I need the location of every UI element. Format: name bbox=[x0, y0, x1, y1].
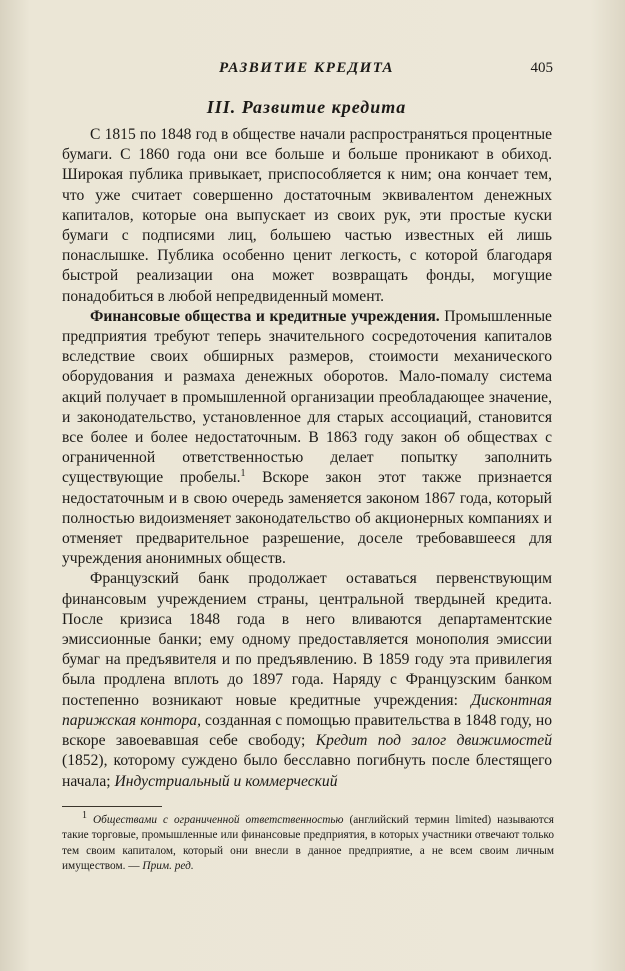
footnote-body: (английский термин limited) называются такие торговые, промышленные или финансовые предприятия, в которых участники отвечают только тем своим капиталом, который они внесли в данное предприятие, а не всем своим личным имуществом. — bbox=[62, 814, 555, 873]
paragraph-2-lead: Финансовые общества и кредитные учреждения. bbox=[90, 307, 440, 325]
running-title: РАЗВИТИЕ КРЕДИТА bbox=[218, 60, 395, 76]
footnote bbox=[62, 810, 555, 875]
paragraph-3-emphasis-3: Индустриальный и коммерческий bbox=[114, 772, 338, 790]
page-number: 405 bbox=[530, 60, 553, 76]
paragraph-3-text-c: (1852), которому суждено было бесславно погибнуть после блестящего начала; bbox=[62, 752, 552, 790]
footnote-signature: Прим. ред. bbox=[142, 860, 194, 873]
paragraph-3-text-a: Французский банк продолжает оставаться первенствующим финансовым учреждением страны, центральной твердыней кредита. После кризиса 1848 года в него вливаются департаментские эмиссионные банки; ему одному предоставляется монополия эмиссии бумаг на предъявителя и по предъявлению. В 1859 году эта привилегия была продлена вплоть до 1897 года. Наряду с Французским банком постепенно возникают новые кредитные учреждения: bbox=[62, 570, 552, 709]
paragraph-1: С 1815 по 1848 год в обществе начали распространяться процентные бумаги. С 1860 года они все больше и больше проникают в обиход. Широкая публика привыкает, приспособляется к ним; она кончает тем, что уже считает совершенно достаточным эквивалентом денежных капиталов, которые она выпускает из своих рук, эти простые куски бумаги с подписями лиц, большею частью известных ей лишь понаслышке. Публика особенно ценит легкость, с которой благодаря быстрой реализации она может возвращать фонды, могущие понадобиться в любой непредвиденный момент. bbox=[62, 126, 552, 305]
footnote-text bbox=[62, 810, 555, 875]
footnote-marker: 1 bbox=[82, 810, 87, 822]
footnote-term: Обществами с ограниченной ответственностью bbox=[93, 814, 344, 826]
page-header bbox=[60, 60, 553, 80]
footnote-reference[interactable]: 1 bbox=[240, 468, 246, 480]
paragraph-2-text-b: Вскоре закон этот также признается недостаточным и в свою очередь заменяется законом 1867 года, который полностью видоизменяет законодательство об акционерных компаниях и отменяет предварительное разрешение, доселе требовавшееся для учреждения анонимных обществ. bbox=[62, 469, 552, 568]
paragraph-3-emphasis-2: Кредит под залог движимостей bbox=[315, 732, 553, 750]
footnote-divider bbox=[62, 806, 162, 807]
section-heading: III. Развитие кредита bbox=[206, 97, 407, 117]
paragraph-2-text-a: Промышленные предприятия требуют теперь значительного сосредоточения капиталов вследствие своих обширных размеров, стоимости механического оборудования и размаха денежных оборотов. Мало-помалу система акций получает в промышленной организации преобладающее значение, и законодательство, установленное для старых ассоциаций, становится все более и более недостаточным. В 1863 году закон об обществах с ограниченной ответственностью делает попытку заполнить существующие пробелы. bbox=[62, 307, 552, 487]
paragraph-3-text-b: созданная с помощью правительства в 1848 году, но вскоре завоевавшая себе свободу; bbox=[62, 711, 553, 750]
body-text bbox=[62, 125, 552, 792]
paragraph-3-emphasis-1: Дисконтная парижская контора, bbox=[62, 691, 552, 729]
paragraph-2 bbox=[62, 307, 552, 570]
paragraph-3 bbox=[62, 569, 552, 791]
